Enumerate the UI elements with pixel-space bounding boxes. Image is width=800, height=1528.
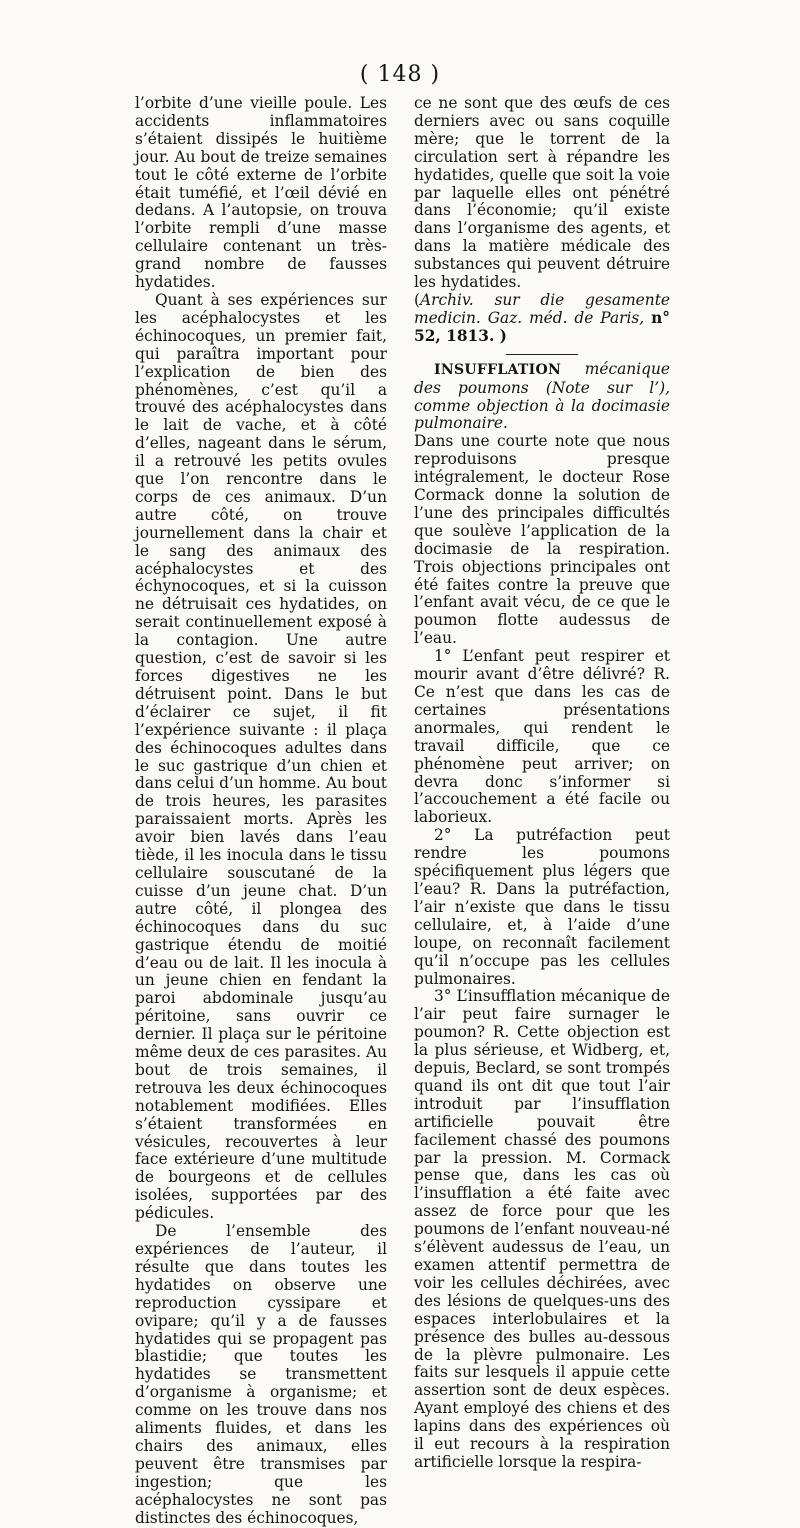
heading-caps: INSUFFLATION: [434, 361, 562, 378]
right-column: [414, 95, 670, 1472]
citation-open: (: [414, 290, 421, 309]
section-heading: [414, 361, 670, 434]
right-paragraph-2: Dans une courte note que nous reproduisons presque intégralement, le docteur Rose Cormack donne la solution de l’une des principales difficultés que soulève l’application de la docimasie de la respiration. Trois objections principales ont été faites contre la preuve que l’enfant avait vécu, de ce que le poumon flotte audessus de l’eau.: [414, 432, 670, 648]
section-divider: [506, 354, 578, 355]
citation-source: Archiv. sur die gesamente medicin. Gaz. méd. de Paris,: [414, 290, 670, 327]
right-paragraph-3: 1° L’enfant peut respirer et mourir avant d’être délivré? R. Ce n’est que dans les cas de certaines présentations anormales, qui rendent le travail difficile, que ce phénomène peut arriver; on devra donc s’informer si l’accouchement a été facile ou laborieux.: [414, 647, 670, 827]
left-column: [135, 95, 387, 1528]
page-number: ( 148 ): [359, 62, 441, 87]
citation-number: n° 52, 1813. ): [414, 308, 670, 345]
heading-italic: mécanique des poumons (Note sur l’), comme objection à la docimasie pulmonaire.: [414, 359, 670, 433]
left-paragraph-1: l’orbite d’une vieille poule. Les accidents inflammatoires s’étaient dissipés le huitième jour. Au bout de treize semaines tout le côté externe de l’orbite était tuméfié, et l’œil dévié en dedans. A l’autopsie, on trouva l’orbite rempli d’une masse cellulaire contenant un très-grand nombre de fausses hydatides.: [135, 94, 387, 292]
right-paragraph-5: 3° L’insufflation mécanique de l’air peut faire surnager le poumon? R. Cette objection est la plus sérieuse, et Widberg, et, depuis, Beclard, se sont trompés quand ils ont dit que tout l’air introduit par l’insufflation artificielle pouvait être facilement chassé des poumons par la pression. M. Cormack pense que, dans les cas où l’insufflation a été faite avec assez de force pour que les poumons de l’enfant nouveau-né s’élèvent audessus de l’eau, un examen attentif permettra de voir les cellules déchirées, avec des lésions de quelques-uns des espaces interlobulaires et la présence des bulles au-dessous de la plèvre pulmonaire. Les faits sur lesquels il appuie cette assertion sont de deux espèces. Ayant employé des chiens et des lapins dans des expériences où il eut recours à la respiration artificielle lorsque la respira-: [414, 987, 670, 1471]
left-paragraph-3: De l’ensemble des expériences de l’auteur, il résulte que dans toutes les hydatides on observe une reproduction cyssipare et ovipare; qu’il y a de fausses hydatides qui se propagent pas blastidie; que toutes les hydatides se transmettent d’organisme à organisme; et comme on les trouve dans nos aliments fluides, et dans les chairs des animaux, elles peuvent être transmises par ingestion; que les acéphalocystes ne sont pas distinctes des échinocoques,: [135, 1222, 387, 1527]
right-paragraph-4: 2° La putréfaction peut rendre les poumons spécifiquement plus légers que l’eau? R. Dans la putréfaction, l’air n’existe que dans le tissu cellulaire, et, à l’aide d’une loupe, on reconnaît facilement qu’il n’occupe pas les cellules pulmonaires.: [414, 826, 670, 988]
citation: [414, 292, 670, 346]
left-paragraph-2: Quant à ses expériences sur les acéphalocystes et les échinocoques, un premier fait, qui paraîtra important pour l’explication de bien des phénomènes, c’est qu’il a trouvé des acéphalocystes dans le lait de vache, et à côté d’elles, nageant dans le sérum, il a retrouvé les petits ovules que l’on rencontre dans le corps de ces animaux. D’un autre côté, on trouve journellement dans la chair et le sang des animaux des acéphalocystes et des échynocoques, et si la cuisson ne détruisait ces hydatides, on serait continuellement exposé à la contagion. Une autre question, c’est de savoir si les forces digestives ne les détruisent point. Dans le but d’éclairer ce sujet, il fit l’expérience suivante : il plaça des échinocoques adultes dans le suc gastrique d’un chien et dans celui d’un homme. Au bout de trois heures, les parasites paraissaient morts. Après les avoir bien lavés dans l’eau tiède, il les inocula dans le tissu cellulaire souscutané de la cuisse d’un jeune chat. D’un autre côté, il plongea des échinocoques dans du suc gastrique étendu de moitié d’eau ou de lait. Il les inocula à un jeune chien en fendant la paroi abdominale jusqu’au péritoine, sans ouvrir ce dernier. Il plaça sur le péritoine même deux de ces parasites. Au bout de trois semaines, il retrouva les deux échinocoques notablement modifiées. Elles s’étaient transformées en vésicules, recouvertes à leur face extérieure d’une multitude de bourgeons et de cellules isolées, supportées par des pédicules.: [135, 290, 387, 1223]
right-paragraph-1: ce ne sont que des œufs de ces derniers avec ou sans coquille mère; que le torrent de la circulation sert à répandre les hydatides, quelle que soit la voie par laquelle elles ont pénétré dans l’économie; qu’il existe dans l’organisme des agents, et dans la matière médicale des substances qui peuvent détruire les hydatides.: [414, 94, 671, 292]
